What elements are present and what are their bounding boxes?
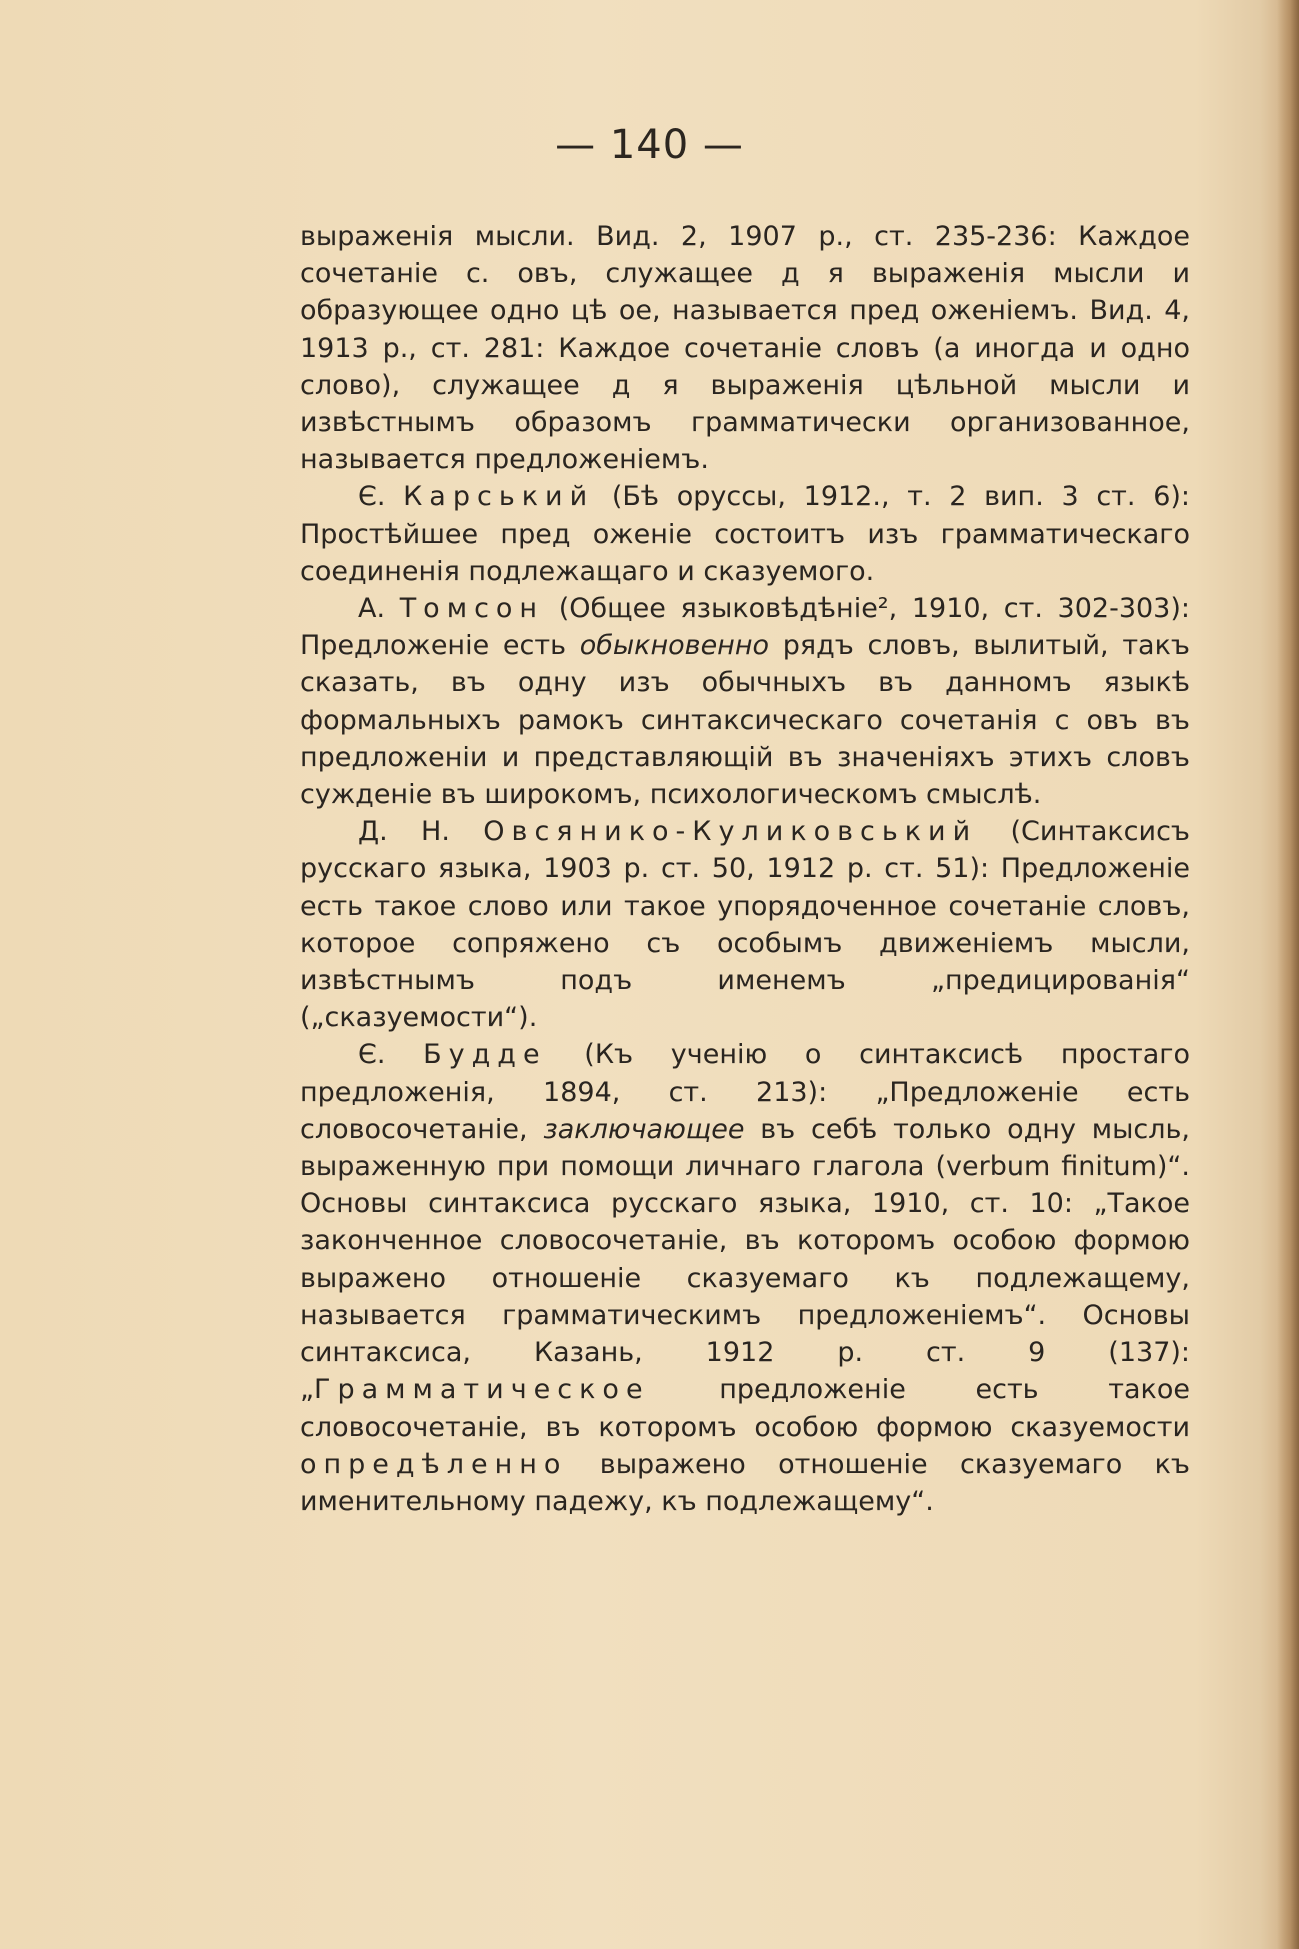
text-run: (Къ ученію о синтаксисѣ простаго предложенія, 1894, ст. 213): „Предложеніе есть словосочетаніе, <box>300 1039 1190 1145</box>
spaced-term: Грамматическое <box>314 1374 650 1406</box>
paragraph <box>300 478 1190 590</box>
paragraph <box>300 813 1190 1036</box>
text-run: (Общее языковѣдѣніе², 1910, ст. 302-303): Предложеніе есть <box>300 593 1190 662</box>
italic-term: заключающее <box>543 1113 745 1145</box>
author-name: Будде <box>423 1039 547 1071</box>
text-run: Є. <box>358 481 404 513</box>
paragraph <box>300 590 1190 813</box>
page-edge-shadow <box>1277 0 1299 1949</box>
text-run: (Бѣ оруссы, 1912., т. 2 вип. 3 ст. 6): Простѣйшее пред оженіе состоитъ изъ грамматическаго соединенія подлежащаго и сказуемого. <box>300 481 1190 587</box>
paragraph <box>300 1036 1190 1520</box>
text-run: А. <box>358 593 400 625</box>
text-run: въ себѣ только одну мысль, выраженную при помощи личнаго глагола (verbum finitum)“. Основы синтаксиса русскаго языка, 1910, ст. 10: „Такое законченное словосочетаніе, въ которомъ особою формою выражено отношеніе сказуемаго къ подлежащему, называется грамматическимъ предложеніемъ“. Основы синтаксиса, Казань, 1912 р. ст. 9 (137): „ <box>300 1113 1190 1406</box>
page-number: — 140 — <box>555 122 744 168</box>
text-run: Є. <box>358 1039 424 1071</box>
author-name: Карський <box>403 481 595 513</box>
text-run: предложеніе есть такое словосочетаніе, въ которомъ особою формою сказуемости <box>300 1374 1190 1443</box>
italic-term: обыкновенно <box>579 630 770 662</box>
spaced-term: опредѣленно <box>300 1448 568 1480</box>
text-run: рядъ словъ, вылитый, такъ сказать, въ одну изъ обычныхъ въ данномъ языкѣ формальныхъ рамокъ синтаксическаго сочетанія с овъ въ предложеніи и представляющій въ значеніяхъ этихъ словъ сужденіе въ широкомъ, психологическомъ смыслѣ. <box>300 630 1190 811</box>
text-run: выраженія мысли. Вид. 2, 1907 р., ст. 235-236: Каждое сочетаніе с. овъ, служащее д я выраженія мысли и образующее одно цѣ ое, называется пред оженіемъ. Вид. 4, 1913 р., ст. 281: Каждое сочетаніе словъ (а иногда и одно слово), служащее д я выраженія цѣльной мысли и извѣстнымъ образомъ грамматически организованное, называется предложеніемъ. <box>300 221 1190 476</box>
paragraph <box>300 218 1190 478</box>
text-run: выражено отношеніе сказуемаго къ именительному падежу, къ подлежащему“. <box>300 1448 1190 1517</box>
author-name: Овсянико-Куликовський <box>483 816 978 848</box>
author-name: Томсон <box>399 593 545 625</box>
body-text <box>300 218 1190 1520</box>
text-run: Д. Н. <box>358 816 484 848</box>
text-run: (Синтаксисъ русскаго языка, 1903 р. ст. 50, 1912 р. ст. 51): Предложеніе есть такое слово или такое упорядоченное сочетаніе словъ, которое сопряжено съ особымъ движеніемъ мысли, извѣстнымъ подъ именемъ „предицированія“ („сказуемости“). <box>300 816 1190 1034</box>
